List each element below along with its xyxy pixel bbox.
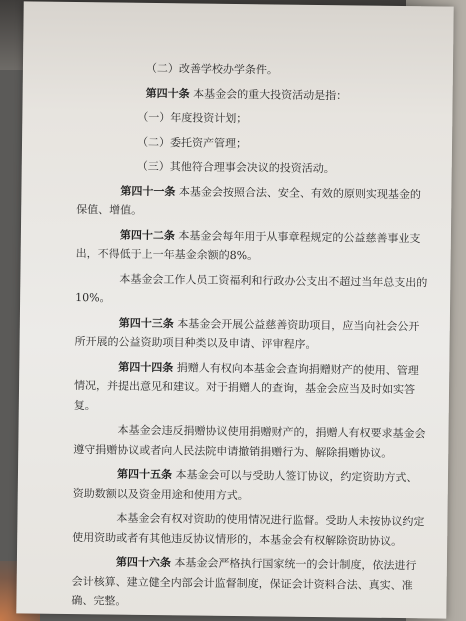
article-46 bbox=[71, 552, 427, 615]
article-text: 本基金会每年用于从事章程规定的公益慈善事业支出，不得低于上一年基金余额的8%。 bbox=[75, 228, 421, 263]
article-heading: 第四十四条 bbox=[118, 360, 174, 374]
article-text: 本基金会按照合法、安全、有效的原则实现基金的保值、增值。 bbox=[76, 184, 422, 217]
article-45 bbox=[73, 464, 428, 507]
article-heading: 第四十一条 bbox=[120, 184, 176, 198]
item-line: （二）改善学校办学条件。 bbox=[145, 61, 279, 77]
article-text: 本基金会开展公益慈善资助项目，应当向社会公开所开展的公益资助项目种类以及申请、评审程序。 bbox=[74, 316, 420, 351]
item-line: （一）年度投资计划； bbox=[137, 110, 248, 126]
paragraph: 本基金会违反捐赠协议使用捐赠财产的，捐赠人有权要求基金会遵守捐赠协议或者向人民法院申请撤销捐赠行为、解除捐赠协议。 bbox=[73, 423, 426, 460]
paragraph: 本基金会有权对资助的使用情况进行监督。受助人未按协议约定使用资助或者有其他违反协议情形的，本基金会有权解除资助协议。 bbox=[72, 511, 425, 548]
article-42 bbox=[76, 225, 431, 268]
document-page bbox=[16, 1, 453, 618]
document-text bbox=[71, 58, 433, 615]
article-heading: 第四十六条 bbox=[115, 555, 171, 570]
article-heading: 第四十二条 bbox=[119, 228, 175, 242]
article-heading: 第四十三条 bbox=[118, 316, 174, 330]
item-line: （二）委托资产管理； bbox=[136, 135, 248, 150]
article-text: 捐赠人有权向本基金会查询捐赠财产的使用、管理情况，并提出意见和建议。对于捐赠人的查询，基金会应当及时如实答复。 bbox=[73, 360, 419, 412]
article-text: 本基金会严格执行国家统一的会计制度，依法进行会计核算、建立健全内部会计监督制度，保证会计资料合法、真实、准确、完整。 bbox=[71, 556, 417, 608]
article-43 bbox=[74, 313, 429, 356]
paragraph: 本基金会工作人员工资福利和行政办公支出不超过当年总支出的10%。 bbox=[75, 272, 428, 305]
article-heading: 第四十条 bbox=[145, 86, 190, 100]
article-44 bbox=[74, 357, 430, 420]
item-line: （三）其他符合理事会决议的投资活动。 bbox=[136, 159, 335, 176]
article-text: 本基金会的重大投资活动是指： bbox=[193, 86, 348, 102]
article-41 bbox=[76, 181, 431, 224]
article-text: 本基金会可以与受助人签订协议，约定资助方式、资助数额以及资金用途和使用方式。 bbox=[72, 468, 418, 502]
article-heading: 第四十五条 bbox=[116, 467, 173, 482]
